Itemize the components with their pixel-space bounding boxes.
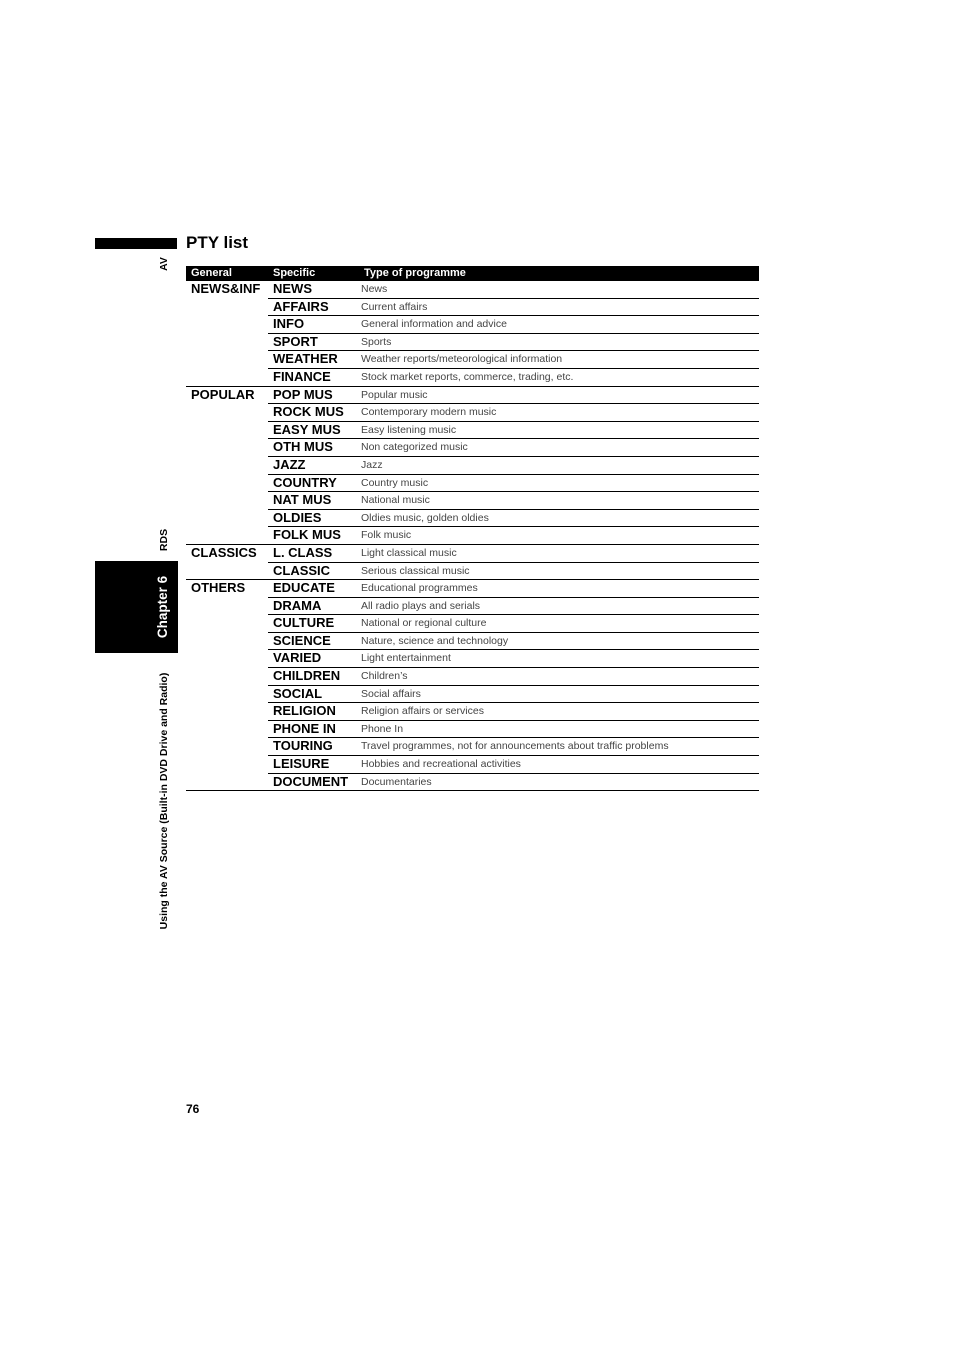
type-cell: Documentaries — [359, 773, 759, 791]
general-cell — [186, 685, 268, 703]
table-row — [186, 421, 759, 439]
type-cell: Religion affairs or services — [359, 703, 759, 721]
general-cell — [186, 439, 268, 457]
specific-cell: EASY MUS — [268, 421, 359, 439]
type-cell: Popular music — [359, 386, 759, 404]
specific-cell: SOCIAL — [268, 685, 359, 703]
specific-cell: DRAMA — [268, 597, 359, 615]
specific-cell: RELIGION — [268, 703, 359, 721]
general-cell — [186, 703, 268, 721]
specific-cell: CLASSIC — [268, 562, 359, 580]
specific-cell: POP MUS — [268, 386, 359, 404]
table-row — [186, 544, 759, 562]
table-row — [186, 527, 759, 545]
type-cell: Stock market reports, commerce, trading, etc. — [359, 368, 759, 386]
table-row — [186, 351, 759, 369]
chapter-label: Chapter 6 — [155, 575, 170, 639]
table-row — [186, 368, 759, 386]
type-cell: Country music — [359, 474, 759, 492]
table-header-row — [186, 266, 759, 281]
general-cell — [186, 650, 268, 668]
general-cell — [186, 615, 268, 633]
specific-cell: JAZZ — [268, 456, 359, 474]
page-number: 76 — [186, 1102, 200, 1116]
specific-cell: SPORT — [268, 333, 359, 351]
side-subsection-label: RDS — [158, 528, 170, 552]
specific-cell: INFO — [268, 316, 359, 334]
table-row — [186, 615, 759, 633]
table-row — [186, 386, 759, 404]
type-cell: Social affairs — [359, 685, 759, 703]
type-cell: Children’s — [359, 668, 759, 686]
specific-cell: L. CLASS — [268, 544, 359, 562]
table-row — [186, 720, 759, 738]
type-cell: Contemporary modern music — [359, 404, 759, 422]
table-row — [186, 632, 759, 650]
table-row — [186, 298, 759, 316]
general-cell — [186, 351, 268, 369]
type-cell: Sports — [359, 333, 759, 351]
type-cell: Oldies music, golden oldies — [359, 509, 759, 527]
general-cell — [186, 333, 268, 351]
table-row — [186, 316, 759, 334]
type-cell: National or regional culture — [359, 615, 759, 633]
table-row — [186, 703, 759, 721]
table-row — [186, 333, 759, 351]
specific-cell: NEWS — [268, 281, 359, 298]
specific-cell: ROCK MUS — [268, 404, 359, 422]
general-cell — [186, 597, 268, 615]
table-row — [186, 456, 759, 474]
specific-cell: AFFAIRS — [268, 298, 359, 316]
specific-cell: OLDIES — [268, 509, 359, 527]
table-row — [186, 492, 759, 510]
column-header-specific: Specific — [268, 266, 359, 281]
general-cell — [186, 474, 268, 492]
general-cell — [186, 773, 268, 791]
type-cell: All radio plays and serials — [359, 597, 759, 615]
book-section-label: Using the AV Source (Built-in DVD Drive and Radio) — [158, 672, 170, 930]
table-row — [186, 756, 759, 774]
general-cell: CLASSICS — [191, 544, 257, 560]
general-cell: OTHERS — [191, 580, 246, 596]
pty-table — [186, 266, 759, 791]
table-row — [186, 509, 759, 527]
specific-cell: PHONE IN — [268, 720, 359, 738]
table-row — [186, 562, 759, 580]
specific-cell: NAT MUS — [268, 492, 359, 510]
table-row — [186, 580, 759, 598]
specific-cell: LEISURE — [268, 756, 359, 774]
type-cell: Weather reports/meteorological information — [359, 351, 759, 369]
specific-cell: DOCUMENT — [268, 773, 359, 791]
page-title: PTY list — [186, 233, 249, 252]
general-cell — [186, 421, 268, 439]
general-cell — [186, 632, 268, 650]
specific-cell: CULTURE — [268, 615, 359, 633]
type-cell: Travel programmes, not for announcements about traffic problems — [359, 738, 759, 756]
type-cell: National music — [359, 492, 759, 510]
type-cell: Light entertainment — [359, 650, 759, 668]
specific-cell: COUNTRY — [268, 474, 359, 492]
general-cell — [186, 720, 268, 738]
general-cell — [186, 527, 268, 545]
side-section-label: AV — [158, 257, 170, 271]
type-cell: Jazz — [359, 456, 759, 474]
specific-cell: FOLK MUS — [268, 527, 359, 545]
general-cell: POPULAR — [191, 386, 255, 402]
type-cell: Folk music — [359, 527, 759, 545]
table-body — [186, 281, 759, 791]
general-cell — [186, 456, 268, 474]
table-row — [186, 738, 759, 756]
general-cell — [186, 492, 268, 510]
table-row — [186, 404, 759, 422]
specific-cell: EDUCATE — [268, 580, 359, 598]
table-row — [186, 650, 759, 668]
type-cell: Current affairs — [359, 298, 759, 316]
specific-cell: FINANCE — [268, 368, 359, 386]
general-cell — [186, 404, 268, 422]
table-row — [186, 597, 759, 615]
column-header-type: Type of programme — [359, 266, 759, 281]
type-cell: Hobbies and recreational activities — [359, 756, 759, 774]
type-cell: News — [359, 281, 759, 298]
type-cell: Easy listening music — [359, 421, 759, 439]
type-cell: Serious classical music — [359, 562, 759, 580]
table-row — [186, 439, 759, 457]
specific-cell: TOURING — [268, 738, 359, 756]
type-cell: General information and advice — [359, 316, 759, 334]
type-cell: Phone In — [359, 720, 759, 738]
specific-cell: OTH MUS — [268, 439, 359, 457]
type-cell: Light classical music — [359, 544, 759, 562]
column-header-general: General — [186, 266, 268, 281]
table-row — [186, 773, 759, 791]
specific-cell: CHILDREN — [268, 668, 359, 686]
general-cell — [186, 738, 268, 756]
table-row — [186, 474, 759, 492]
general-cell — [186, 562, 268, 580]
table-row — [186, 281, 759, 298]
general-cell — [186, 368, 268, 386]
table-row — [186, 685, 759, 703]
general-cell — [186, 509, 268, 527]
table-row — [186, 668, 759, 686]
general-cell — [186, 668, 268, 686]
type-cell: Nature, science and technology — [359, 632, 759, 650]
type-cell: Educational programmes — [359, 580, 759, 598]
specific-cell: VARIED — [268, 650, 359, 668]
specific-cell: SCIENCE — [268, 632, 359, 650]
type-cell: Non categorized music — [359, 439, 759, 457]
general-cell — [186, 298, 268, 316]
specific-cell: WEATHER — [268, 351, 359, 369]
general-cell — [186, 756, 268, 774]
general-cell: NEWS&INF — [191, 281, 261, 296]
general-cell — [186, 316, 268, 334]
